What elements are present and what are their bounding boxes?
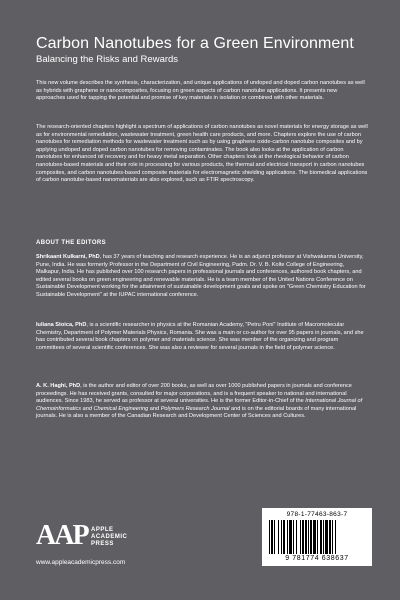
- barcode-bar: [305, 520, 307, 554]
- barcode-bar: [296, 520, 297, 554]
- editor-name-3: A. K. Haghi, PhD: [36, 383, 81, 389]
- editor-name-1: Shrikaant Kulkarni, PhD: [36, 254, 100, 260]
- barcode-bar: [320, 520, 322, 554]
- barcode-bar: [281, 520, 282, 554]
- barcode-bar: [278, 520, 279, 554]
- editor-bio-3: [36, 383, 368, 421]
- isbn-barcode: [262, 508, 372, 566]
- journal-name-1: International Journal of Chemoinformatics and Chemical Engineering: [36, 398, 363, 412]
- publisher-logo-mark: AAP: [36, 520, 88, 551]
- barcode-bar: [323, 520, 324, 554]
- barcode-bar: [300, 520, 301, 554]
- description-paragraph-2: The research-oriented chapters highlight a spectrum of applications of carbon nanotubes as novel materials for energy storage as well as for environmental remediation, wastewater treatment, green health care products, and more. Chapters explore the use of carbon nanotubes for remediation methods for wastewater treatment such as by using graphene oxide-carbon nanotube composites and by applying undoped and doped carbon nanotubes for removing contaminates. The book also looks at the application of carbon nanotubes for enhanced oil recovery and for heavy metal separation. Other chapters look at the rheological behavior of carbon nanotubes-based materials and their role in processing for various products, the thermal and electrical transport in carbon nanotubes composites, and carbon nanotubes-based composite materials for electromagnetic shielding applications. The biomedical applications of carbon nanotube-based nanomaterials are also explored, such as FTIR spectroscopy.: [36, 124, 368, 184]
- editor-bio-2: [36, 322, 368, 352]
- editor-bio-text-3a: , is the author and editor of over 200 books, as well as over 1000 published papers in journals and conference proceedings. He has received grants, consulted for major corporations, and is a frequent speaker to national and international audiences. Since 1983, he served as professor at several universities. He is the former Editor-in-Chief of the: [36, 383, 352, 405]
- journal-name-2: Polymers Research Journal: [160, 405, 230, 412]
- editor-bio-1: [36, 254, 368, 300]
- editor-bio-text-1: , has 37 years of teaching and research experience. He is an adjunct professor at Vishwakarma University, Pune, India. He was formerly Professor in the Department of Civil Engineering, Padm. Dr. V. B. Kolte College of Engineering, Malkapur, India. He has published over 100 research papers in professional journals and conferences, authored book chapters, and edited several books on green engineering and renewable materials. He is a team member of the United Nations Conference on Sustainable Development working for the attainment of sustainable development goals and spoke on "Green Chemistry Education for Sustainable Development" at the IUPAC international conference.: [36, 254, 366, 298]
- barcode-bar: [271, 520, 273, 554]
- book-title: Carbon Nanotubes for a Green Environment: [36, 35, 354, 52]
- description-paragraph-1: This new volume describes the synthesis, characterization, and unique applications of undoped and doped carbon nanotubes as well as hybrids with graphene or nanocomposites, focusing on green aspects of carbon nanotube applications. It presents new approaches used for tapping the potential and promise of key materials in isolation or combined with other materials.: [36, 80, 365, 102]
- barcode-bar: [313, 520, 316, 554]
- isbn-barcode-digits: 9 781774 638637: [285, 555, 349, 562]
- barcode-bar: [287, 520, 288, 554]
- editor-bio-text-3b: and: [148, 405, 161, 412]
- barcode-icon: [268, 520, 366, 554]
- editor-bio-text-2: , is a scientific researcher in physics at the Romanian Academy, "Petru Poni" Institute of Macromolecular Chemistry, Department of Polymer Materials Physics, Romania. She was a main or co-author for over 95 papers in journals, and she has contributed several book chapters on polymer and materials science. She was member of the organizing and program committees of several scientific conferences. She was also a reviewer for several journals in the field of polymer science.: [36, 322, 364, 351]
- editor-name-2: Iuliana Stoica, PhD: [36, 322, 87, 328]
- barcode-bar: [269, 520, 270, 554]
- editors-heading: ABOUT THE EDITORS: [36, 240, 107, 246]
- barcode-bar: [274, 520, 275, 554]
- barcode-bar: [335, 520, 336, 554]
- barcode-bar: [310, 520, 312, 554]
- book-subtitle: Balancing the Risks and Rewards: [36, 54, 179, 65]
- barcode-bar: [293, 520, 294, 554]
- editor-bio-text-3c: and is on the editorial boards of many international journals. He is also a member of the Canadian Research and Development Center of Sciences and Cultures.: [36, 405, 357, 420]
- publisher-website: www.appleacademicpress.com: [36, 559, 126, 566]
- barcode-bar: [329, 520, 331, 554]
- publisher-name-line-3: PRESS: [91, 541, 114, 547]
- barcode-bar: [308, 520, 309, 554]
- publisher-name-line-1: APPLE: [91, 527, 114, 533]
- barcode-bar: [302, 520, 304, 554]
- barcode-bar: [325, 520, 328, 554]
- publisher-name-line-2: ACADEMIC: [91, 534, 128, 540]
- barcode-bar: [317, 520, 318, 554]
- barcode-bar: [283, 520, 285, 554]
- isbn-number: 978-1-77463-863-7: [286, 511, 348, 518]
- publisher-logo: [36, 519, 156, 559]
- barcode-bar: [289, 520, 292, 554]
- barcode-bar: [332, 520, 333, 554]
